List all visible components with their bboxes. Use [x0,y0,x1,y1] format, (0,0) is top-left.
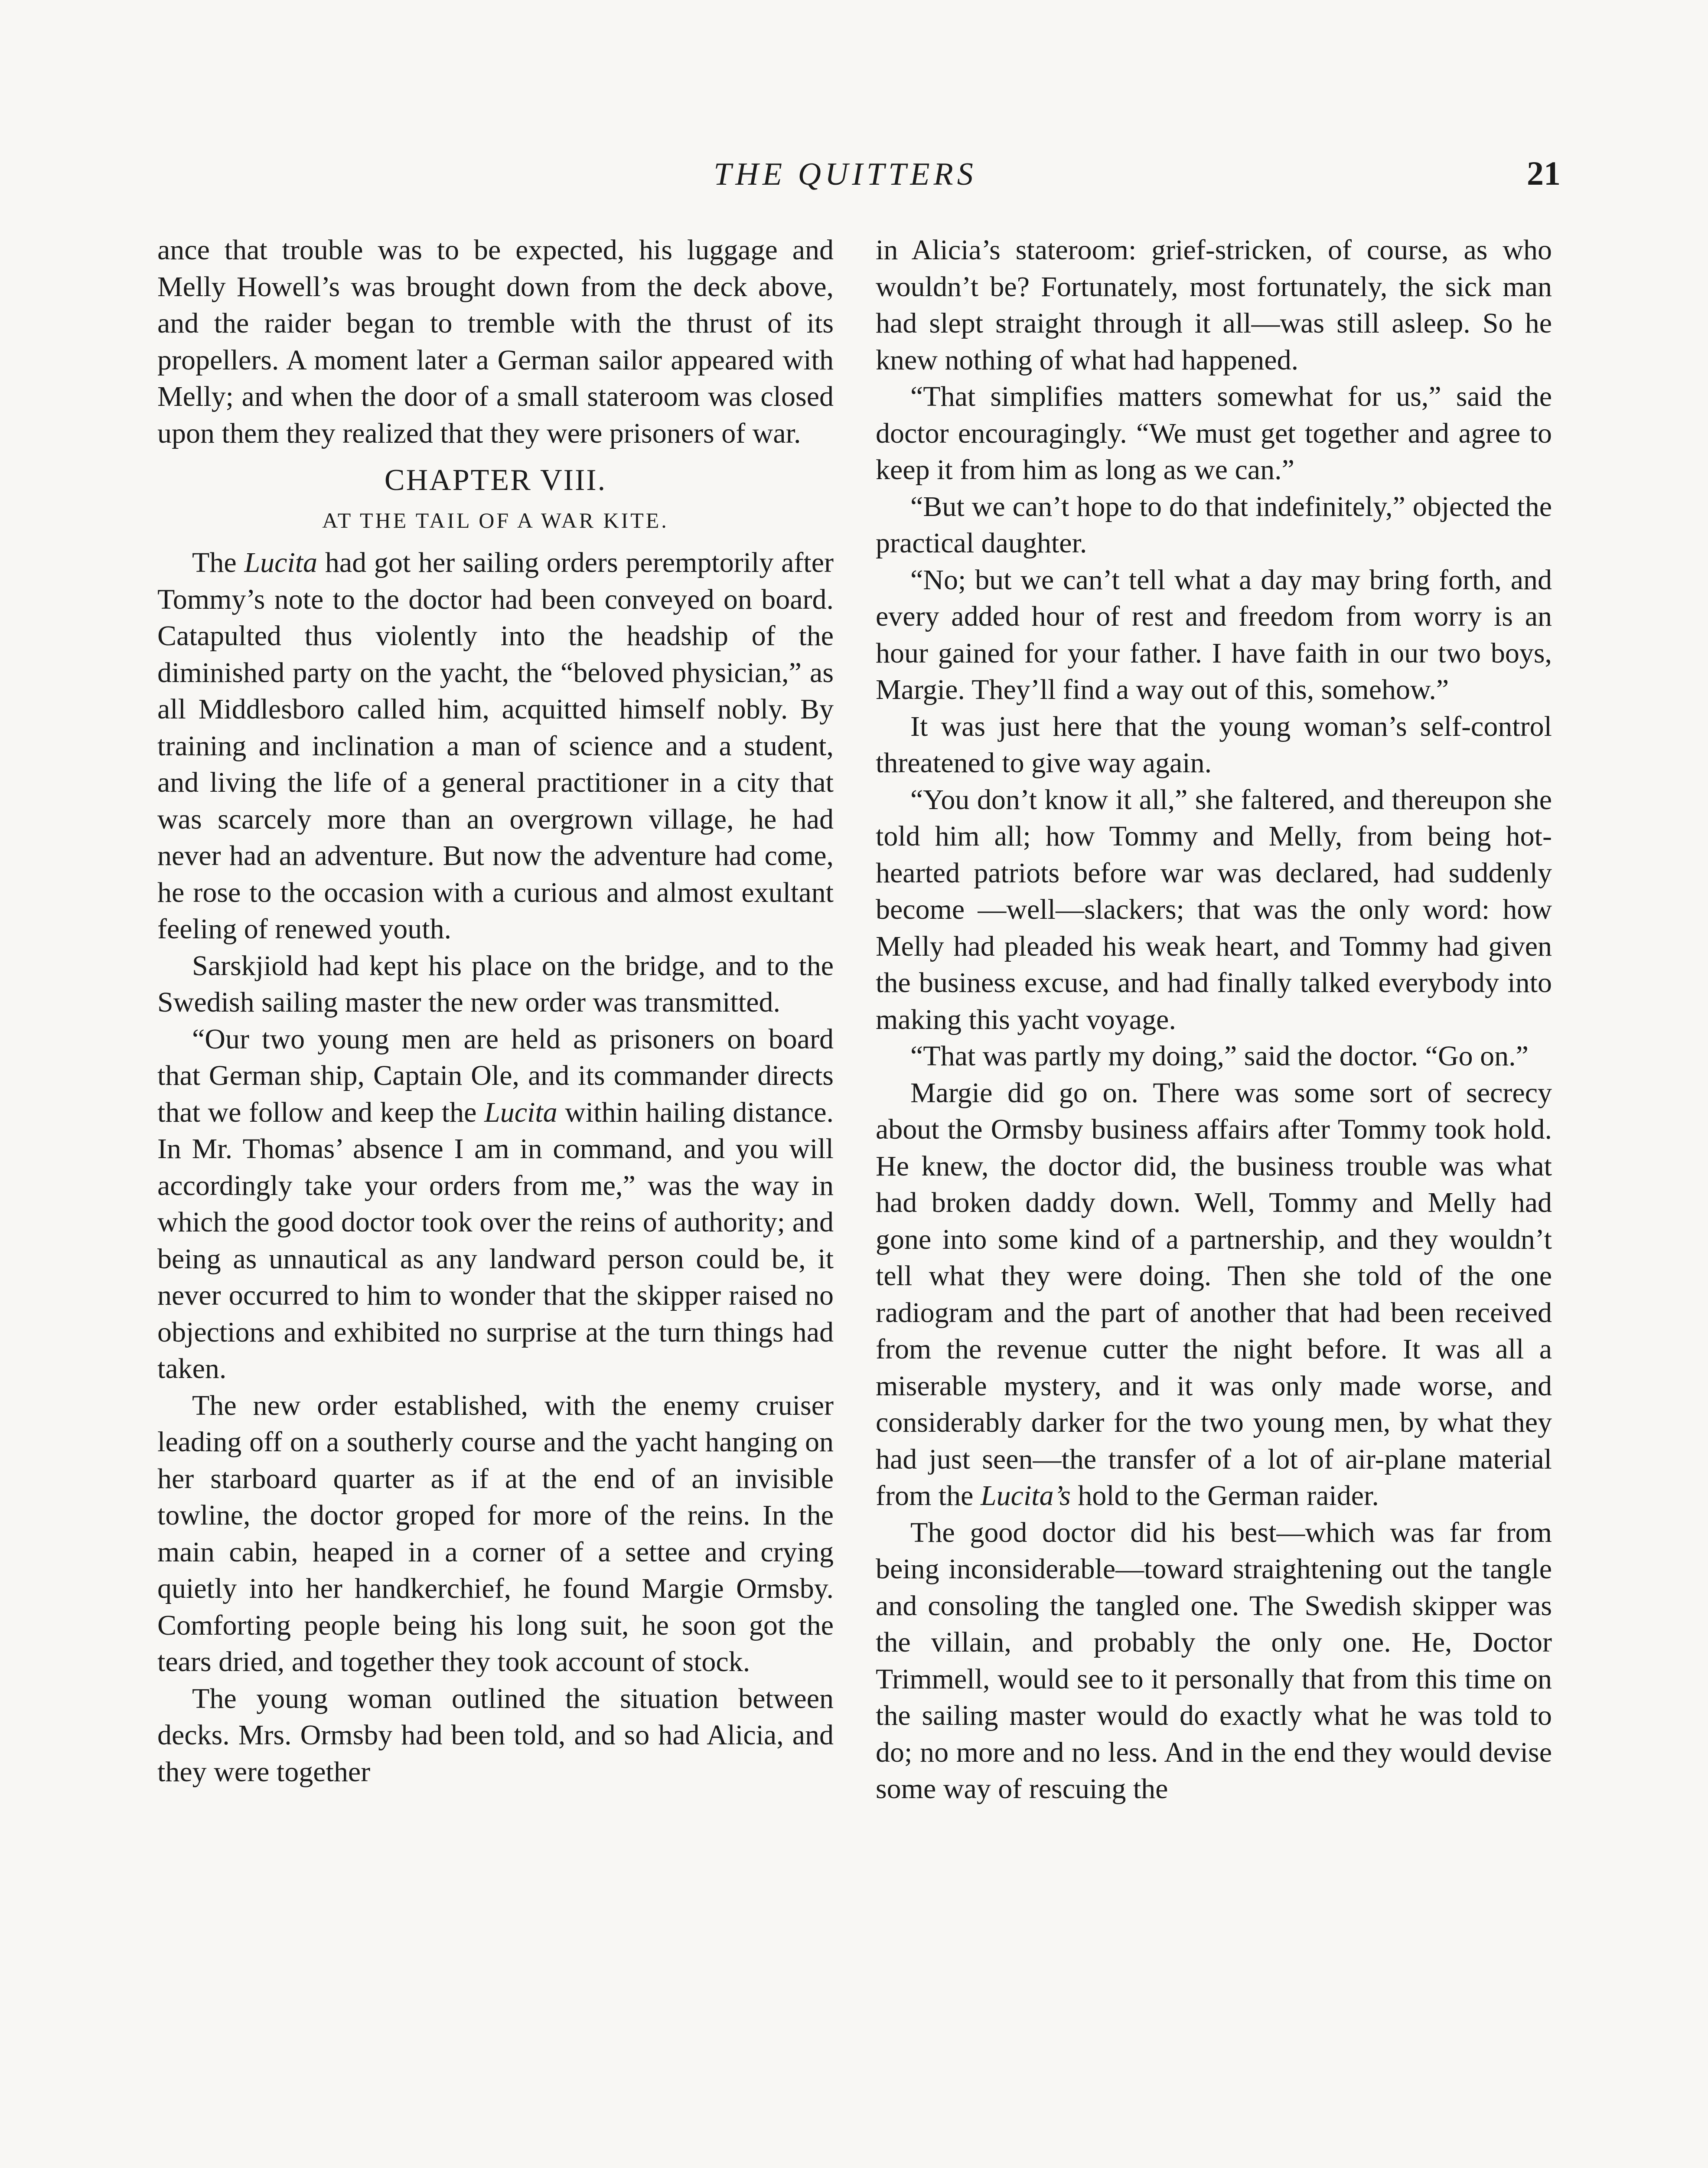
paragraph: The new order established, with the enemy cruiser leading off on a southerly course and the yacht hanging on her starboard quarter as if at the end of an invisible towline, the doctor groped for more of the reins. In the main cabin, heaped in a corner of a settee and crying quietly into her handkerchief, he found Margie Ormsby. Comforting people being his long suit, he soon got the tears dried, and together they took account of stock. [157,1389,834,1678]
text-run: “Our two young men are held as prisoners on board that German ship, Captain Ole, and its commander directs that we follow and keep the [157,1023,834,1128]
page-number: 21 [1527,154,1561,192]
paragraph: ance that trouble was to be expected, his luggage and Melly Howell’s was brought down from the deck above, and the raider began to tremble with the thrust of its propellers. A moment later a German sailor appeared with Melly; and when the door of a small stateroom was closed upon them they realized that they were prisoners of war. [157,234,834,449]
paragraph: Sarskjiold had kept his place on the bridge, and to the Swedish sailing master the new order was transmitted. [157,950,834,1018]
chapter-heading: CHAPTER VIII. [384,464,607,497]
paragraph: The good doctor did his best—which was far from being inconsiderable—toward straightening out the tangle and consoling the tangled one. The Swedish skipper was the villain, and probably the only one. He, Doctor Trimmell, would see to it personally that from this time on the sailing master would do exactly what he was told to do; no more and no less. And in the end they would devise some way of rescuing the [876,1516,1552,1805]
paragraph: It was just here that the young woman’s self-control threatened to give way again. [876,710,1552,779]
ship-name: Lucita [244,547,318,578]
left-column [157,232,834,1790]
text-run: The [192,547,244,578]
paragraph: in Alicia’s stateroom: grief-stricken, of course, as who wouldn’t be? Fortunately, most fortunately, the sick man had slept straight through it all—was still asleep. So he knew nothing of what had happened. [876,234,1552,376]
paragraph [157,545,834,948]
paragraph [876,1075,1552,1515]
text-run: hold to the German raider. [1070,1480,1379,1512]
ship-name: Lucita [484,1096,557,1128]
right-column [876,232,1552,1808]
running-title: THE QUITTERS [714,157,977,192]
paragraph: “You don’t know it all,” she faltered, and thereupon she told him all; how Tommy and Melly, from being hot-hearted patriots before war was declared, had suddenly become —well—slackers; that was the only word: how Melly had pleaded his weak heart, and Tommy had given the business excuse, and had finally talked everybody into making this yacht voyage. [876,784,1552,1035]
paragraph [157,1021,834,1388]
text-run: within hailing distance. In Mr. Thomas’ absence I am in command, and you will accordingly take your orders from me,” was the way in which the good doctor took over the reins of authority; and being as unnautical as any landward person could be, it never occurred to him to wonder that the skipper raised no objections and exhibited no surprise at the turn things had taken. [157,1096,834,1384]
chapter-subtitle: AT THE TAIL OF A WAR KITE. [322,508,669,532]
paragraph: “That simplifies matters somewhat for us,” said the doctor encouragingly. “We must get together and agree to keep it from him as long as we can.” [876,381,1552,486]
paragraph: The young woman outlined the situation between decks. Mrs. Ormsby had been told, and so had Alicia, and they were together [157,1682,834,1788]
paragraph: “But we can’t hope to do that indefinitely,” objected the practical daughter. [876,490,1552,559]
ship-name: Lucita’s [980,1480,1071,1512]
text-run: had got her sailing orders peremptorily after Tommy’s note to the doctor had been conveyed on board. Catapulted thus violently into the headship of the diminished party on the yacht, the “beloved physician,” as all Middlesboro called him, acquitted himself nobly. By training and inclination a man of science and a student, and living the life of a general practitioner in a city that was scarcely more than an overgrown village, he had never had an adventure. But now the adventure had come, he rose to the occasion with a curious and almost exultant feeling of renewed youth. [157,547,834,945]
paragraph: “That was partly my doing,” said the doctor. “Go on.” [910,1040,1529,1072]
paragraph: “No; but we can’t tell what a day may bring forth, and every added hour of rest and freedom from worry is an hour gained for your father. I have faith in our two boys, Margie. They’ll find a way out of this, somehow.” [876,564,1552,705]
text-run: Margie did go on. There was some sort of secrecy about the Ormsby business affairs after Tommy took hold. He knew, the doctor did, the business trouble was what had broken daddy down. Well, Tommy and Melly had gone into some kind of a partnership, and they wouldn’t tell what they were doing. Then she told of the one radiogram and the part of another that had been received from the revenue cutter the night before. It was all a miserable mystery, and it was only made worse, and considerably darker for the two young men, by what they had just seen—the transfer of a lot of air-plane material from the [876,1077,1552,1512]
